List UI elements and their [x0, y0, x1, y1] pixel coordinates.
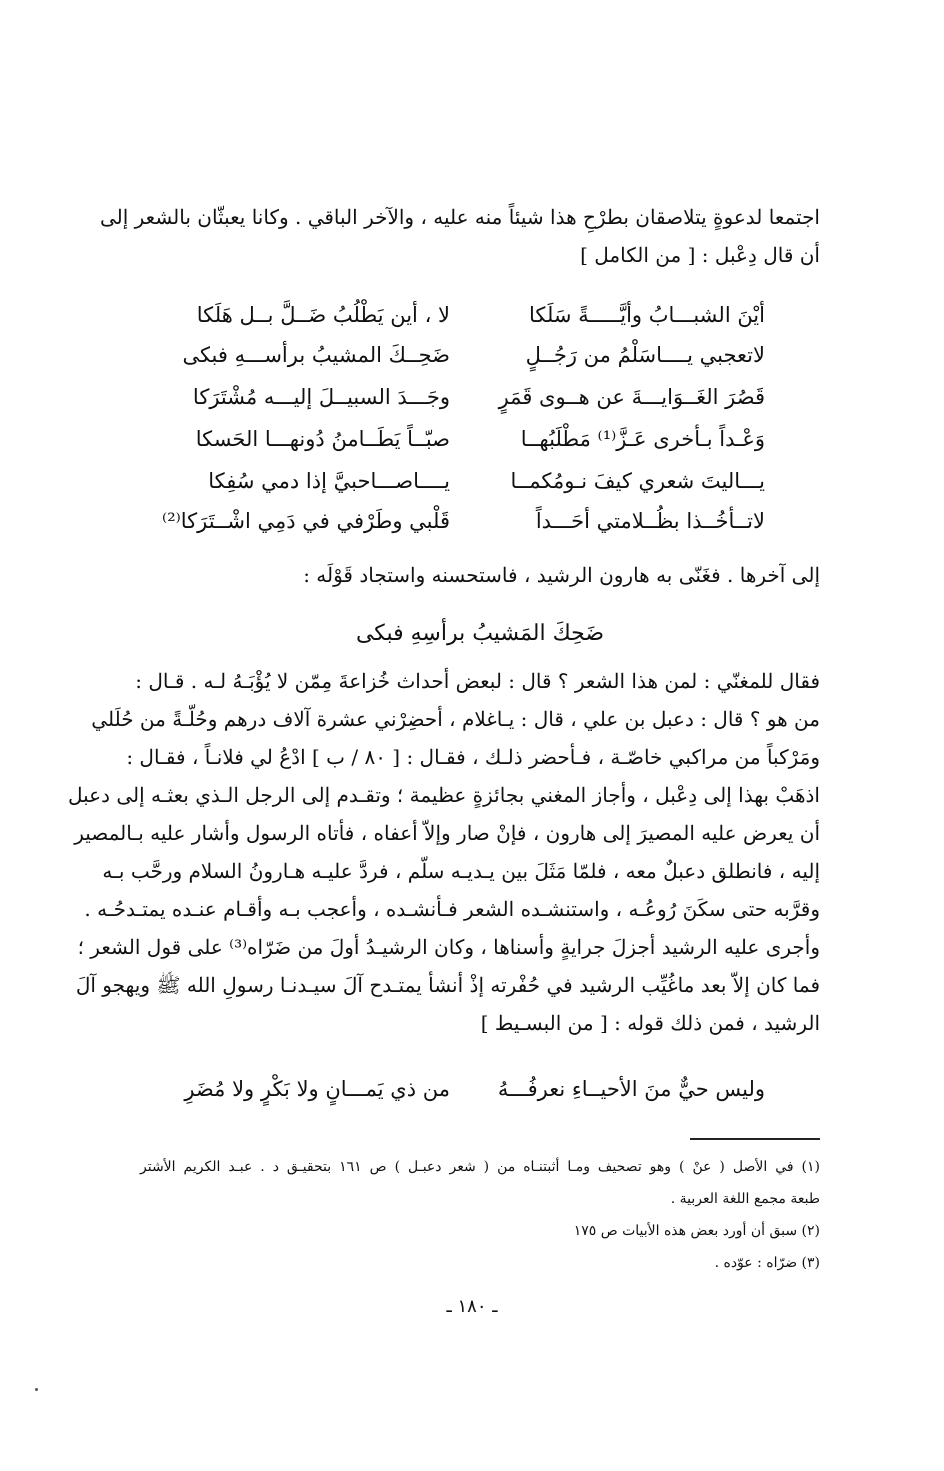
body-line: اجتمعا لدعوةٍ يتلاصقان بطرْحِ هذا شيئاً منه عليه ، والآخر الباقي . وكانا يعبثّان بالشعر إلى [99, 205, 820, 229]
verse-row [162, 502, 765, 540]
footnote: (١) في الأصل ( عنْ ) وهو تصحيف ومـا أثبتنـاه من ( شعر دعبـل ) ص ١٦١ بتحقيـق د . عبـد الكريم الأشتر [140, 1159, 820, 1175]
body-line: أن يعرض عليه المصيرَ إلى هارون ، فإنْ صار وإلاّ أعفاه ، فأتاه الرسول وأشار عليه بـالمصير [74, 821, 820, 845]
body-line: من هو ؟ قال : دعبل بن علي ، قال : يـاغلام ، أحضِرْني عشرة آلاف درهم وحُلّـةً من حُلَلي [91, 707, 820, 731]
body-line: الرشيد ، فمن ذلك قوله : [ من البسـيط ] [480, 1011, 820, 1035]
footnote: (٢) سبق أن أورد بعض هذه الأبيات ص ١٧٥ [573, 1223, 820, 1239]
body-line: إليه ، فانطلق دعبلٌ معه ، فلمّا مَثَلَ بين يـديـه سلّم ، فردَّ عليـه هـارونُ السلام ورحَّب بـه [102, 859, 820, 883]
body-line: اذهَبْ بهذا إلى دِعْبل ، وأجاز المغني بجائزةٍ عظيمة ؛ وتقـدم إلى الرجل الـذي بعثـه إلى دعبل [67, 783, 820, 807]
verse-first-hemistich: لاتــأخُــذا بظُــلامتي أحَـــداً [535, 509, 765, 533]
footnote: طبعة مجمع اللغة العربية . [670, 1191, 820, 1207]
verse-first-hemistich: لاتعجبي يــــاسَلْمُ من رَجُــلٍ [525, 343, 765, 367]
verse-row [175, 1070, 765, 1108]
verse-row [175, 296, 765, 334]
verse-first-hemistich: أيْنَ الشبـــابُ وأيَّـــــةً سَلَكا [528, 303, 765, 327]
quoted-verse: ضَحِكَ المَشيبُ برأسِهِ فبكى [355, 621, 605, 646]
verse-row [175, 420, 765, 458]
verse-second-hemistich: ضَحِــكَ المشيبُ برأســـهِ فبكى [182, 343, 450, 367]
verse-row [175, 462, 765, 500]
footnote-separator [690, 1138, 820, 1140]
body-line: إلى آخرها . فغَنّى به هارون الرشيد ، فاستحسنه واستجاد قَوْلَه : [303, 563, 820, 587]
verse-first-hemistich: قَصُرَ الغَــوَايـــةَ عن هــوى قَمَرٍ [498, 385, 765, 409]
scan-speck [35, 1388, 38, 1391]
verse-second-hemistich: من ذي يَمـــانٍ ولا بَكْرٍ ولا مُضَرِ [184, 1077, 450, 1101]
body-line: وقرَّبه حتى سكَنَ رُوعُـه ، واستنشـده الشعر فـأنشـده ، وأعجب بـه وأقـام عنـده يمتـدحُـه . [84, 897, 820, 921]
footnote: (٣) ضرّاه : عوّده . [714, 1255, 820, 1271]
body-line: ومَرْكباً من مراكبي خاصّـة ، فـأحضر ذلـك ، فقـال : [ ٨٠ / ب ] ادْعُ لي فلانـاً ، فقـال : [126, 745, 820, 769]
verse-first-hemistich: وَعْـداً بـأخرى عَـزَّ⁽¹⁾ مَطْلَبُهــا [520, 427, 765, 451]
body-line: فقال للمغنّي : لمن هذا الشعر ؟ قال : لبعض أحداث خُزاعةَ مِمّن لا يُؤْبَـهُ لـه . قـال : [135, 669, 820, 693]
body-line: فما كان إلاّ بعد ماغُيِّب الرشيد في حُفْرته إذْ أنشأ يمتـدح آلَ سيـدنـا رسولِ الله ﷺ ويهجو آلَ [75, 973, 820, 997]
verse-second-hemistich: صبّــاً يَطَــامنُ دُونهـــا الحَسكا [195, 427, 450, 451]
page-number: ـ ١٨٠ ـ [446, 1296, 498, 1317]
verse-first-hemistich: وليس حيٌّ منَ الأحيــاءِ نعرفُـــهُ [497, 1077, 765, 1101]
verse-row [175, 378, 765, 416]
verse-row [175, 336, 765, 374]
verse-first-hemistich: يـــاليتَ شعري كيفَ نـومُكمــا [510, 469, 765, 493]
verse-second-hemistich: وجَـــدَ السبيــلَ إليـــه مُشْتَرَكا [192, 385, 450, 409]
body-line: وأجرى عليه الرشيد أجزلَ جرايةٍ وأسناها ، وكان الرشيـدُ أولَ من ضَرّاه⁽³⁾ على قول الشعر ؛ [77, 935, 820, 959]
verse-second-hemistich: يــــاصـــاحبيَّ إذا دمي سُفِكا [208, 469, 450, 493]
verse-second-hemistich: لا ، أين يَطْلُبُ ضَــلَّ بــل هَلَكا [196, 303, 450, 327]
body-line: أن قال دِعْبل : [ من الكامل ] [580, 243, 820, 267]
verse-second-hemistich: قَلْبي وطَرْفي في دَمِي اشْــتَرَكا⁽²⁾ [162, 509, 450, 533]
